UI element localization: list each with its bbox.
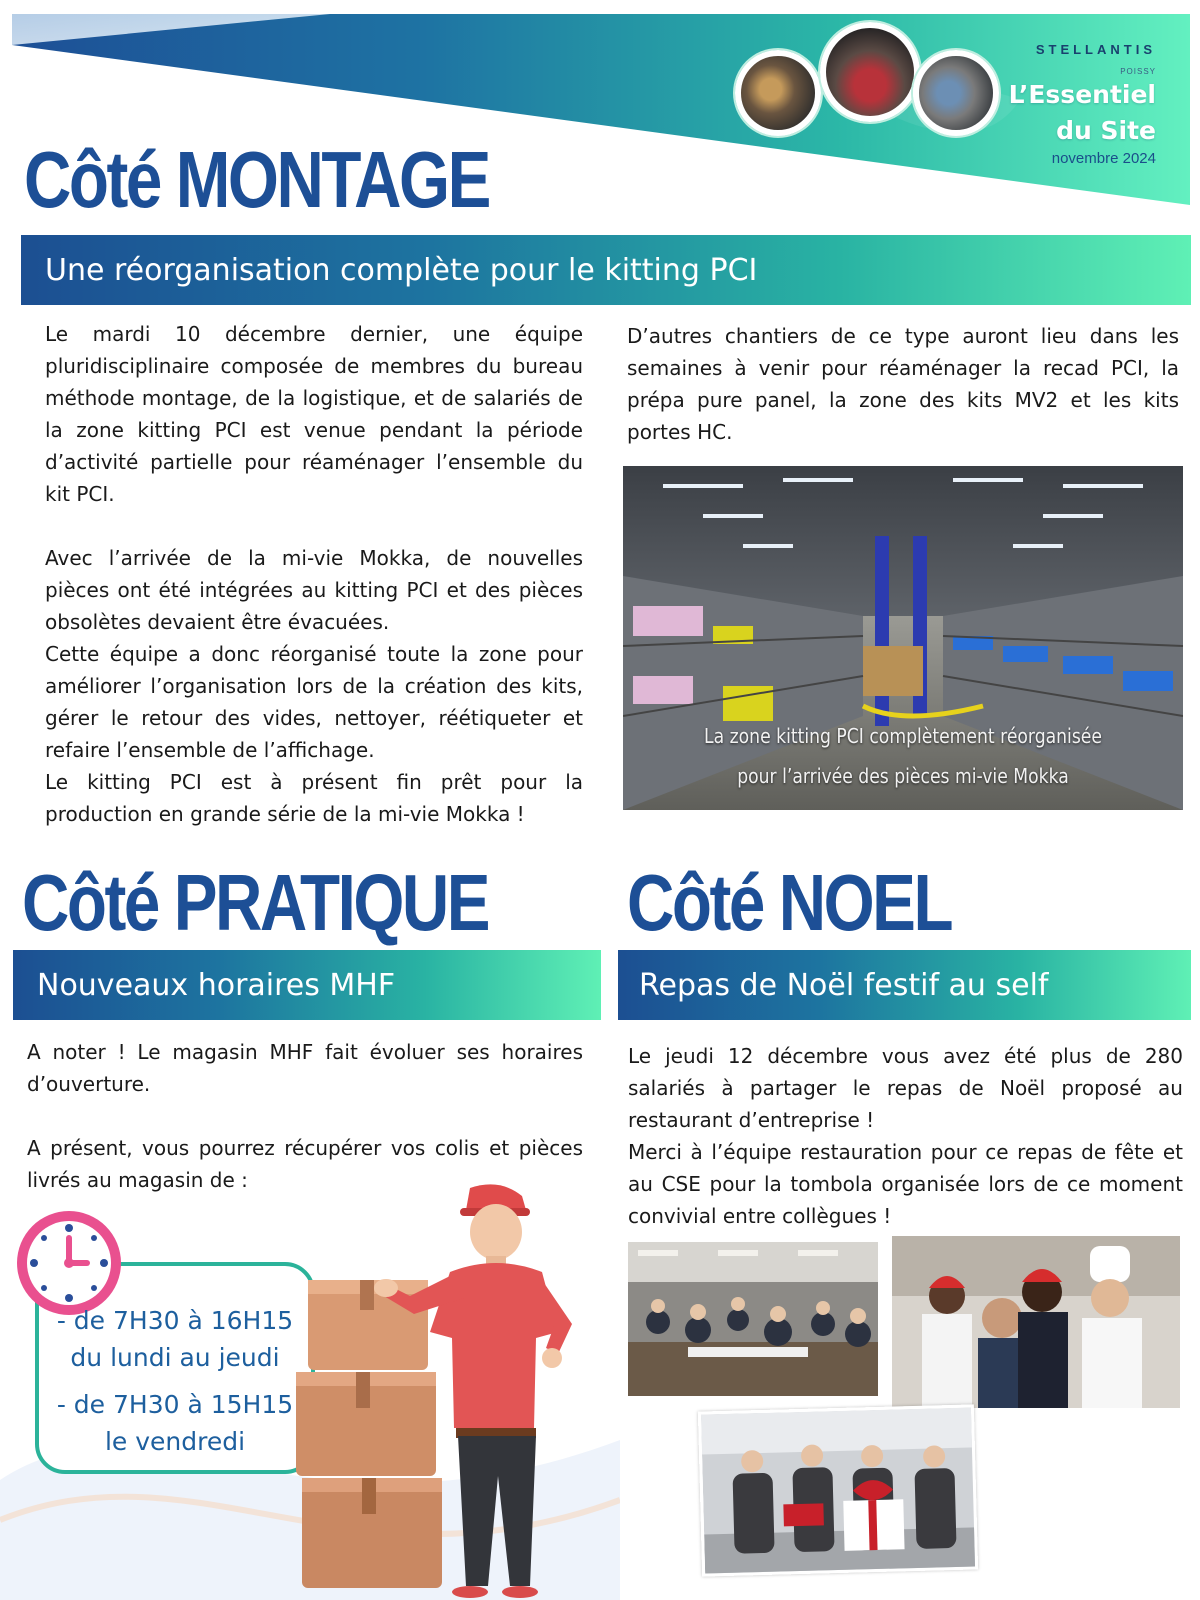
montage-right-column <box>627 320 1179 448</box>
brand-logo-text: STELLANTIS <box>1035 42 1156 57</box>
montage-paragraph-4: Le kitting PCI est à présent fin prêt pour la production en grande série de la mi-vie Mokka ! <box>45 770 583 826</box>
issue-date: novembre 2024 <box>1051 150 1156 167</box>
noel-column <box>628 1040 1183 1232</box>
montage-right-paragraph: D’autres chantiers de ce type auront lieu dans les semaines à venir pour réaménager la recad PCI, la prépa pure panel, la zone des kits MV2 et les kits portes HC. <box>627 324 1179 444</box>
montage-paragraph-3: Cette équipe a donc réorganisé toute la zone pour améliorer l’organisation lors de la création des kits, gérer le retour des vides, nettoyer, réétiqueter et refaire l’ensemble de l’affichage. <box>45 642 583 762</box>
header-photo-group <box>735 22 1005 142</box>
brand-block <box>1009 42 1156 167</box>
photo-tombola <box>698 1404 978 1576</box>
photo-caption-line1: La zone kitting PCI complètement réorganisée <box>704 724 1102 748</box>
section-title-pratique: Côté PRATIQUE <box>22 858 489 947</box>
section-title-noel: Côté NOEL <box>627 858 952 947</box>
photo-restaurant-hall <box>628 1242 878 1396</box>
subtitle-montage: Une réorganisation complète pour le kitting PCI <box>45 252 758 288</box>
subtitle-pratique: Nouveaux horaires MHF <box>37 967 396 1003</box>
subtitle-ribbon-pratique <box>13 950 601 1020</box>
photo-caption <box>623 716 1183 796</box>
delivery-person-illustration <box>290 1180 600 1600</box>
schedule-line-weekday-hours: - de 7H30 à 16H15 <box>56 1306 294 1335</box>
newsletter-title-line2: du Site <box>1056 116 1156 145</box>
header-photo-car-line <box>820 22 920 122</box>
photo-kitting-zone <box>623 466 1183 810</box>
schedule-line-friday-day: le vendredi <box>104 1427 246 1456</box>
photo-chefs-team <box>892 1236 1180 1408</box>
photo-restaurant-hall-illustration <box>628 1242 878 1396</box>
noel-paragraph-1: Le jeudi 12 décembre vous avez été plus de 280 salariés à partager le repas de Noël proposé au restaurant d’entreprise ! <box>628 1044 1183 1132</box>
newsletter-title-line1: L’Essentiel <box>1008 80 1156 109</box>
schedule-line-friday-hours: - de 7H30 à 15H15 <box>56 1390 294 1419</box>
schedule-line-weekday-days: du lundi au jeudi <box>70 1343 280 1372</box>
header-photo-worker <box>913 50 999 136</box>
photo-caption-line2: pour l’arrivée des pièces mi-vie Mokka <box>737 764 1069 788</box>
pratique-paragraph-2: A présent, vous pourrez récupérer vos colis et pièces livrés au magasin de : <box>27 1136 583 1192</box>
pratique-column <box>27 1036 583 1196</box>
header-photo-workshop <box>735 50 821 136</box>
noel-paragraph-2: Merci à l’équipe restauration pour ce repas de fête et au CSE pour la tombola organisée lors de ce moment convivial entre collègues ! <box>628 1140 1183 1228</box>
cardboard-boxes <box>296 1280 442 1588</box>
photo-tombola-illustration <box>701 1407 978 1576</box>
montage-paragraph-1: Le mardi 10 décembre dernier, une équipe pluridisciplinaire composée de membres du bureau méthode montage, de la logistique, et de salariés de la zone kitting PCI est venue pendant la période d’activité partielle pour réaménager l’ensemble du kit PCI. <box>45 322 583 506</box>
photo-chefs-team-illustration <box>892 1236 1180 1408</box>
subtitle-ribbon-noel <box>618 950 1191 1020</box>
montage-paragraph-2: Avec l’arrivée de la mi-vie Mokka, de nouvelles pièces ont été intégrées au kitting PCI et des pièces obsolètes devaient être évacuées. <box>45 546 583 634</box>
subtitle-noel: Repas de Noël festif au self <box>639 967 1049 1003</box>
section-title-montage: Côté MONTAGE <box>24 135 489 224</box>
schedule-hours <box>35 1302 315 1460</box>
pratique-paragraph-1: A noter ! Le magasin MHF fait évoluer ses horaires d’ouverture. <box>27 1040 583 1096</box>
brand-site-label: POISSY <box>1120 67 1156 76</box>
montage-left-column <box>45 318 583 830</box>
subtitle-ribbon-montage <box>21 235 1191 305</box>
